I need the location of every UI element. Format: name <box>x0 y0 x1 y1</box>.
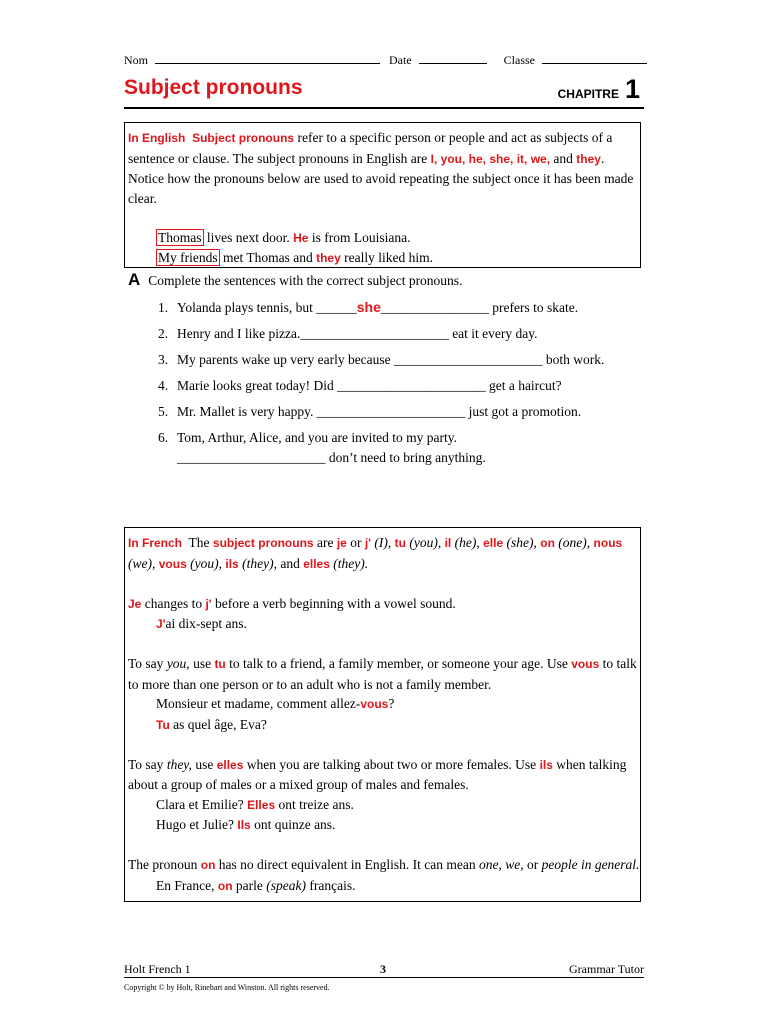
pronoun-elles: Elles <box>247 797 276 812</box>
english-explanation <box>128 128 640 208</box>
pronoun-nous: nous <box>593 536 623 550</box>
translation-you: (you), <box>405 535 445 550</box>
exercise-letter: A <box>128 270 141 289</box>
pronoun-vous: vous <box>158 556 187 571</box>
speak-translation: (speak) <box>266 877 306 893</box>
on-rule <box>128 855 640 876</box>
item-text[interactable]: Mr. Mallet is very happy. ______________________ just got a promotion. <box>177 404 582 419</box>
je-example <box>128 614 640 635</box>
translation-we: (we), <box>128 555 159 571</box>
meaning-2: people in general. <box>541 857 640 872</box>
translation-they: (they), <box>238 555 281 571</box>
rule-text-3: or <box>523 857 542 872</box>
ils-elles-rule <box>128 755 640 795</box>
date-label: Date <box>389 53 412 67</box>
exercise-instruction: Complete the sentences with the correct subject pronouns. <box>148 273 463 288</box>
pronoun-tu: tu <box>214 657 226 671</box>
exercise-item-6 <box>158 428 638 467</box>
pronoun-elle: elle <box>483 536 504 550</box>
pronoun-elles: elles <box>216 757 244 772</box>
pronoun-on: on <box>540 536 555 550</box>
classe-field[interactable] <box>542 52 647 64</box>
exercise-item-3 <box>158 350 638 370</box>
item-number: 4. <box>158 378 169 393</box>
je-rule <box>128 594 640 615</box>
classe-label: Classe <box>503 53 535 67</box>
title-rule <box>124 107 644 109</box>
page-number: 3 <box>380 962 386 976</box>
example-text-rest: is from Louisiana. <box>308 229 411 245</box>
pronoun-tu: Tu <box>156 717 170 732</box>
explanation-text-2: . Notice how the pronouns below are used to avoid repeating the subject once it has been made clear. <box>128 150 634 206</box>
nom-field[interactable] <box>155 52 380 64</box>
example-text-end: ? <box>388 696 395 711</box>
item-text[interactable]: My parents wake up very early because ______________________ both work. <box>177 352 605 367</box>
intro-text: The <box>188 535 213 550</box>
example-text: as quel âge, Eva? <box>169 716 267 732</box>
explanation-text: refer to a specific person or people and act as subjects of a sentence or clause. The subject pronouns in English are <box>128 130 613 166</box>
nom-label: Nom <box>124 53 148 67</box>
item-number: 6. <box>158 430 169 445</box>
exercise-item-2 <box>158 324 638 344</box>
example-text: En France, <box>156 877 218 893</box>
item-number: 1. <box>158 300 169 315</box>
chapter-heading <box>558 74 640 105</box>
page-title: Subject pronouns <box>124 76 303 99</box>
book-title: Holt French 1 <box>124 962 191 976</box>
item-text[interactable]: Henry and I like pizza.______________________ eat it every day. <box>177 326 538 341</box>
vous-example <box>128 694 640 715</box>
exercise-a-list <box>158 298 638 474</box>
rule-text-2: use <box>191 756 217 772</box>
item-text[interactable]: Marie looks great today! Did ______________________ get a haircut? <box>177 378 562 393</box>
item-line-2: ______________________ don’t need to bring anything. <box>177 449 486 465</box>
item-number: 3. <box>158 352 169 367</box>
you-word: you, <box>166 656 190 671</box>
item-text[interactable] <box>177 298 638 318</box>
they-word: they, <box>166 756 192 772</box>
book-section: Grammar Tutor <box>569 962 644 976</box>
tu-example <box>128 715 640 736</box>
translation-one: (one), <box>554 535 594 550</box>
pronoun-j: J' <box>156 617 166 631</box>
translation-you-plural: (you), <box>186 555 226 571</box>
example-text: Clara et Emilie? <box>156 796 248 812</box>
pronoun-tu: tu <box>394 536 406 550</box>
rule-text-2: before a verb beginning with a vowel sound. <box>211 595 456 611</box>
in-english-label: In English <box>128 131 186 145</box>
french-intro <box>128 533 640 574</box>
rule-text: changes to <box>141 595 206 611</box>
rule-text: To say <box>128 656 167 671</box>
example-text-end: ont treize ans. <box>275 796 354 812</box>
ils-example <box>128 815 640 836</box>
pronoun-on: on <box>200 858 216 872</box>
example-text: Monsieur et madame, comment allez- <box>156 696 361 711</box>
in-french-label: In French <box>128 536 183 550</box>
english-pronoun-list: I, you, he, she, it, we, <box>430 151 551 166</box>
pronoun-j: j' <box>364 536 372 550</box>
pronoun-j: j' <box>205 596 212 611</box>
rule-text: To say <box>128 756 167 772</box>
pronoun-ils: Ils <box>237 818 251 832</box>
english-example-2 <box>128 248 640 269</box>
pronoun-ils: ils <box>225 556 239 571</box>
they-pronoun: they <box>576 151 601 166</box>
example-text: met Thomas and <box>219 250 317 265</box>
rule-text-3: to talk to a friend, a family member, or someone your age. Use <box>225 656 572 671</box>
are-text: are <box>313 535 337 550</box>
example-text-mid: parle <box>232 877 267 893</box>
or-text: or <box>346 535 365 550</box>
meaning-1: one, we, <box>478 857 524 872</box>
french-explanation-box <box>124 527 641 902</box>
translation-she: (she), <box>503 535 541 550</box>
rule-text-4: to talk to more than one person or to an adult who is not a family member. <box>128 656 637 692</box>
item-number: 2. <box>158 326 169 341</box>
elles-example <box>128 795 640 816</box>
example-pronoun: they <box>316 251 341 265</box>
pronoun-elles: elles <box>303 556 330 571</box>
example-text: ai dix-sept ans. <box>165 616 247 631</box>
pronoun-il: il <box>444 536 452 550</box>
exercise-item-4 <box>158 376 638 396</box>
exercise-a-heading <box>128 270 462 290</box>
subject-highlight: Thomas <box>158 229 202 245</box>
example-text: lives next door. <box>203 229 294 245</box>
item-text-after: ________________ prefers to skate. <box>380 300 579 315</box>
rule-text-4: when talking about a group of males or a mixed group of males and females. <box>128 756 627 792</box>
item-text[interactable] <box>177 428 638 467</box>
rule-text-2: use <box>189 656 215 671</box>
example-text-end: ont quinze ans. <box>250 817 336 832</box>
pronoun-je: Je <box>128 596 142 611</box>
translation-he: (he), <box>451 535 484 550</box>
footer-rule <box>124 977 644 978</box>
subject-pronouns-term: subject pronouns <box>212 536 314 550</box>
chapter-number: 1 <box>624 74 640 104</box>
subject-pronouns-term: Subject pronouns <box>192 131 295 145</box>
item-line-1: Tom, Arthur, Alice, and you are invited to my party. <box>177 430 457 445</box>
exercise-item-1 <box>158 298 638 318</box>
and-text: and <box>550 150 577 166</box>
item-number: 5. <box>158 404 169 419</box>
rule-text-2: has no direct equivalent in English. It can mean <box>215 857 479 872</box>
example-text-end: français. <box>306 877 356 893</box>
rule-text: The pronoun <box>128 857 201 872</box>
item-text-before: Yolanda plays tennis, but ______ <box>177 300 357 315</box>
pronoun-on: on <box>217 878 233 893</box>
tu-vous-rule <box>128 654 640 694</box>
rule-text-3: when you are talking about two or more females. Use <box>243 756 540 772</box>
example-pronoun: He <box>293 230 309 245</box>
example-text-rest: really liked him. <box>340 250 434 265</box>
on-example <box>128 876 640 897</box>
answer-she: she <box>356 299 381 315</box>
example-text: Hugo et Julie? <box>156 817 238 832</box>
exercise-item-5 <box>158 402 638 422</box>
pronoun-vous: vous <box>571 657 600 671</box>
and-text: and <box>280 555 304 571</box>
translation-i: (I), <box>371 535 395 550</box>
english-explanation-box <box>124 122 641 268</box>
translation-they-feminine: (they). <box>329 555 369 571</box>
pronoun-vous: vous <box>360 697 389 711</box>
student-info-line <box>124 52 647 68</box>
copyright-notice: Copyright © by Holt, Rinehart and Winston. All rights reserved. <box>124 983 330 992</box>
subject-highlight: My friends <box>158 250 218 265</box>
chapter-label: CHAPITRE <box>557 87 619 101</box>
english-example-1 <box>128 228 640 249</box>
pronoun-je: je <box>336 536 347 550</box>
pronoun-ils: ils <box>539 757 553 772</box>
date-field[interactable] <box>419 52 487 64</box>
